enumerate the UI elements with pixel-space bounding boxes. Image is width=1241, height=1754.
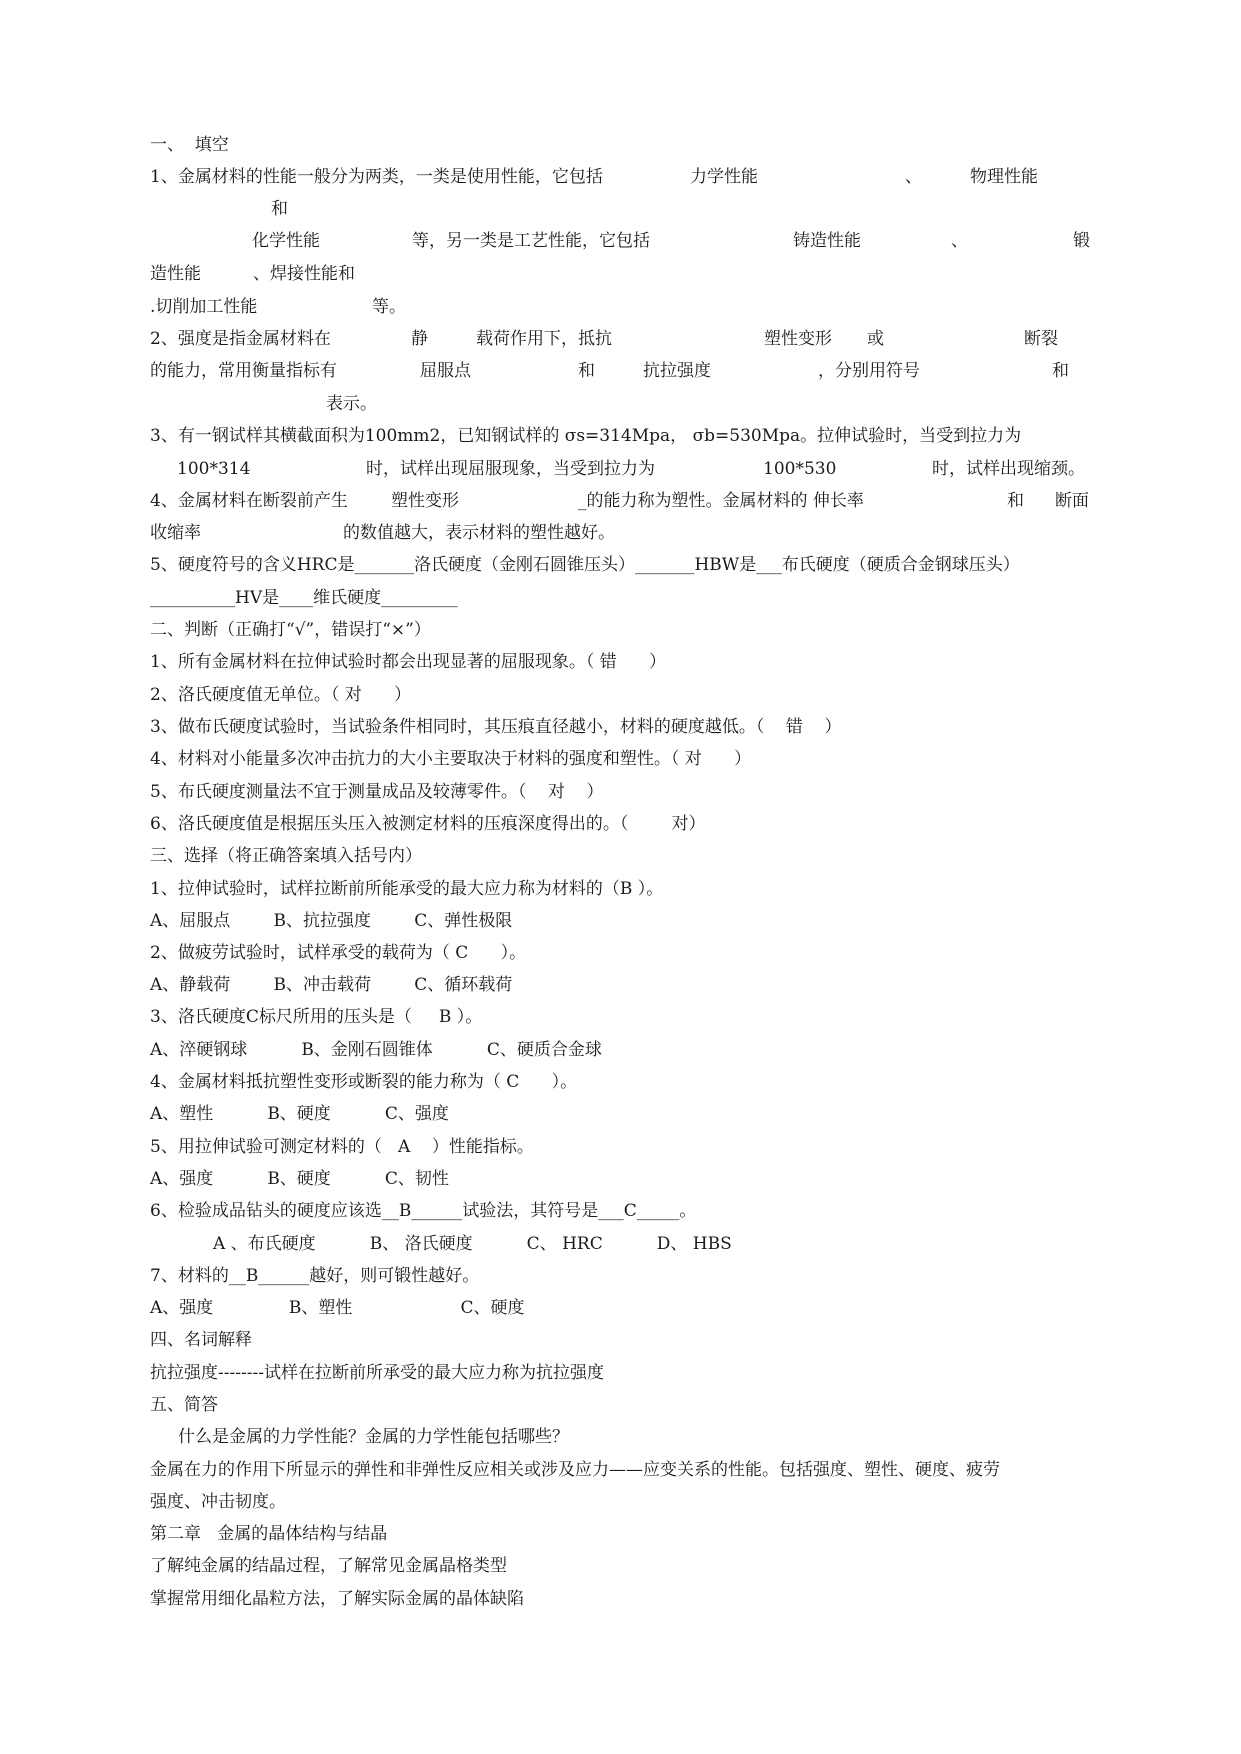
text-line: 时，试样出现缩颈。 xyxy=(932,459,1085,479)
answer-text: 抗拉强度 xyxy=(643,361,711,381)
text-line: _的能力称为塑性。金属材料的 伸长率 xyxy=(578,491,864,511)
options-line: A、屈服点 B、抗拉强度 C、弹性极限 xyxy=(150,911,513,931)
question-line: 5、用拉伸试验可测定材料的（ A ）性能指标。 xyxy=(150,1137,534,1157)
text-line: 4、金属材料在断裂前产生 xyxy=(150,491,348,511)
question-line: 什么是金属的力学性能？金属的力学性能包括哪些？ xyxy=(178,1427,569,1447)
answer-text: 塑性变形 xyxy=(391,491,459,511)
answer-text: 铸造性能 xyxy=(793,231,861,251)
text-line: 时，试样出现屈服现象，当受到拉力为 xyxy=(366,459,655,479)
text-line: 了解纯金属的结晶过程，了解常见金属晶格类型 xyxy=(150,1556,507,1576)
question-line: 4、材料对小能量多次冲击抗力的大小主要取决于材料的强度和塑性。（ 对 ） xyxy=(150,749,752,769)
text-line: 和 xyxy=(1007,491,1024,511)
question-line: 3、洛氏硬度C标尺所用的压头是（ B ）。 xyxy=(150,1007,483,1027)
text-line: 锻 xyxy=(1073,231,1090,251)
text-line: 掌握常用细化晶粒方法，了解实际金属的晶体缺陷 xyxy=(150,1589,524,1609)
question-line: 2、洛氏硬度值无单位。（ 对 ） xyxy=(150,685,412,705)
question-line: 6、检验成品钻头的硬度应该选__B______试验法，其符号是___C_____。 xyxy=(150,1201,697,1221)
section-heading: 二、判断（正确打“√”，错误打“×”） xyxy=(150,620,431,640)
text-line: 的能力，常用衡量指标有 xyxy=(150,361,337,381)
question-line: 2、做疲劳试验时，试样承受的载荷为（ C ）。 xyxy=(150,943,527,963)
text-line: 1、金属材料的性能一般分为两类，一类是使用性能，它包括 xyxy=(150,167,603,187)
question-line: 5、布氏硬度测量法不宜于测量成品及较薄零件。（ 对 ） xyxy=(150,782,604,802)
answer-text: .切削加工性能 xyxy=(150,297,258,317)
text-line: 断面 xyxy=(1055,491,1089,511)
text-line: 3、有一钢试样其横截面积为100mm2，已知钢试样的 σs=314Mpa， σb=530Mpa。拉伸试验时，当受到拉力为 xyxy=(150,426,1022,446)
options-line: A、静载荷 B、冲击载荷 C、循环载荷 xyxy=(150,975,513,995)
options-line: A、淬硬钢球 B、金刚石圆锥体 C、硬质合金球 xyxy=(150,1040,602,1060)
text-line: 和 xyxy=(578,361,595,381)
text-line: 、 xyxy=(951,231,968,251)
answer-text: 力学性能 xyxy=(690,167,758,187)
text-line: 和 xyxy=(1052,361,1069,381)
answer-text: 塑性变形 xyxy=(764,329,832,349)
answer-text: 物理性能 xyxy=(970,167,1038,187)
answer-text: 断裂 xyxy=(1024,329,1058,349)
definition-line: 抗拉强度--------试样在拉断前所承受的最大应力称为抗拉强度 xyxy=(150,1363,604,1383)
text-line: 等。 xyxy=(372,297,406,317)
question-line: 7、材料的__B______越好，则可锻性越好。 xyxy=(150,1266,480,1286)
text-line: 的数值越大，表示材料的塑性越好。 xyxy=(343,523,615,543)
answer-text: 静 xyxy=(411,329,428,349)
options-line: A、强度 B、塑性 C、硬度 xyxy=(150,1298,525,1318)
text-line: 、焊接性能和 xyxy=(253,264,355,284)
text-line: ，分别用符号 xyxy=(818,361,920,381)
answer-text: 100*530 xyxy=(763,459,837,479)
answer-text: 化学性能 xyxy=(252,231,320,251)
answer-line: 金属在力的作用下所显示的弹性和非弹性反应相关或涉及应力——应变关系的性能。包括强度、塑性、硬度、疲劳 xyxy=(150,1460,1000,1480)
question-line: 1、所有金属材料在拉伸试验时都会出现显著的屈服现象。（ 错 ） xyxy=(150,652,667,672)
section-heading: 五、简答 xyxy=(150,1395,218,1415)
text-line: 或 xyxy=(867,329,884,349)
answer-text: 造性能 xyxy=(150,264,201,284)
question-line: 4、金属材料抵抗塑性变形或断裂的能力称为（ C ）。 xyxy=(150,1072,578,1092)
section-heading: 四、名词解释 xyxy=(150,1330,252,1350)
question-line: 3、做布氏硬度试验时，当试验条件相同时，其压痕直径越小，材料的硬度越低。（ 错 ） xyxy=(150,717,842,737)
text-line: 和 xyxy=(271,199,288,219)
text-line: 2、强度是指金属材料在 xyxy=(150,329,331,349)
options-line: A、强度 B、硬度 C、韧性 xyxy=(150,1169,449,1189)
answer-text: 屈服点 xyxy=(420,361,471,381)
answer-text: 收缩率 xyxy=(150,523,201,543)
question-line: 1、拉伸试验时，试样拉断前所能承受的最大应力称为材料的（B ）。 xyxy=(150,879,664,899)
answer-line: 强度、冲击韧度。 xyxy=(150,1492,286,1512)
text-line: 表示。 xyxy=(326,394,377,414)
section-heading: 一、 填空 xyxy=(150,135,229,155)
chapter-heading: 第二章 金属的晶体结构与结晶 xyxy=(150,1524,388,1544)
text-line: 载荷作用下，抵抗 xyxy=(476,329,612,349)
options-line: A、塑性 B、硬度 C、强度 xyxy=(150,1104,449,1124)
text-line: __________HV是____维氏硬度_________ xyxy=(150,588,458,608)
answer-text: 100*314 xyxy=(177,459,251,479)
question-line: 6、洛氏硬度值是根据压头压入被测定材料的压痕深度得出的。（ 对） xyxy=(150,814,706,834)
text-line: 5、硬度符号的含义HRC是_______洛氏硬度（金刚石圆锥压头）_______HBW是___布氏硬度（硬质合金钢球压头） xyxy=(150,555,1020,575)
section-heading: 三、选择（将正确答案填入括号内） xyxy=(150,846,422,866)
text-line: 等，另一类是工艺性能，它包括 xyxy=(412,231,650,251)
text-line: 、 xyxy=(905,167,922,187)
options-line: A 、布氏硬度 B、 洛氏硬度 C、 HRC D、 HBS xyxy=(213,1234,732,1254)
